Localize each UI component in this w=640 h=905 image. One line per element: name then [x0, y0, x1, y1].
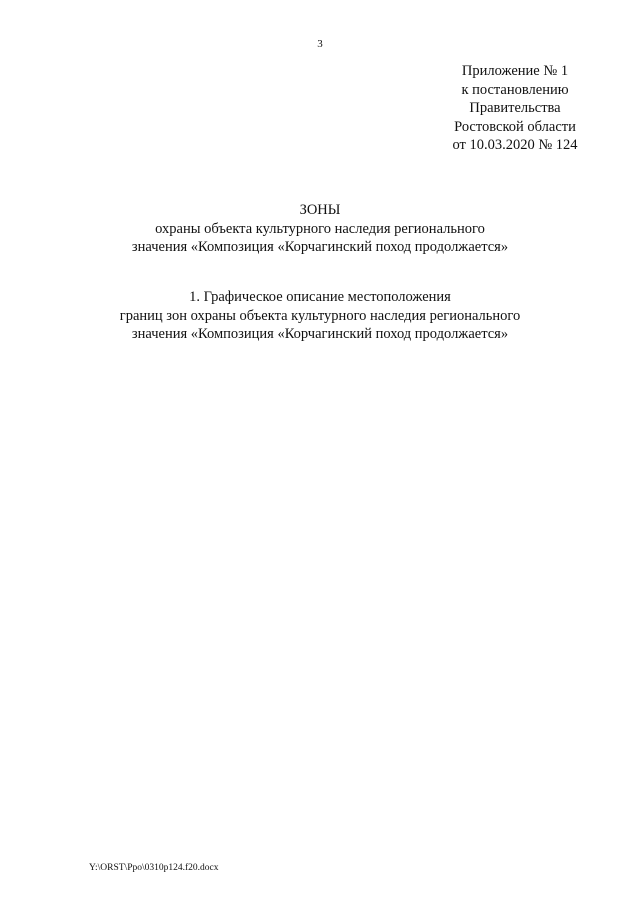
- section-line-3: значения «Композиция «Корчагинский поход продолжается»: [131, 326, 509, 342]
- appendix-line-number: Приложение № 1: [461, 63, 569, 79]
- section-title: [60, 288, 580, 344]
- title-line-1: охраны объекта культурного наследия регионального: [155, 220, 485, 237]
- title-heading: ЗОНЫ: [299, 202, 341, 218]
- appendix-line-resolution: к постановлению: [461, 81, 569, 98]
- section-line-2: границ зон охраны объекта культурного наследия регионального: [119, 307, 521, 324]
- appendix-line-government: Правительства: [469, 100, 561, 116]
- footer-file-path: Y:\ORST\Ppo\0310p124.f20.docx: [89, 863, 219, 873]
- page-number: 3: [317, 38, 323, 50]
- document-title: [80, 201, 560, 257]
- title-line-2: значения «Композиция «Корчагинский поход продолжается»: [131, 239, 509, 255]
- section-line-1: 1. Графическое описание местоположения: [189, 289, 451, 305]
- appendix-line-region: Ростовской области: [454, 118, 576, 135]
- appendix-line-date: от 10.03.2020 № 124: [452, 137, 578, 153]
- appendix-block: [420, 62, 610, 155]
